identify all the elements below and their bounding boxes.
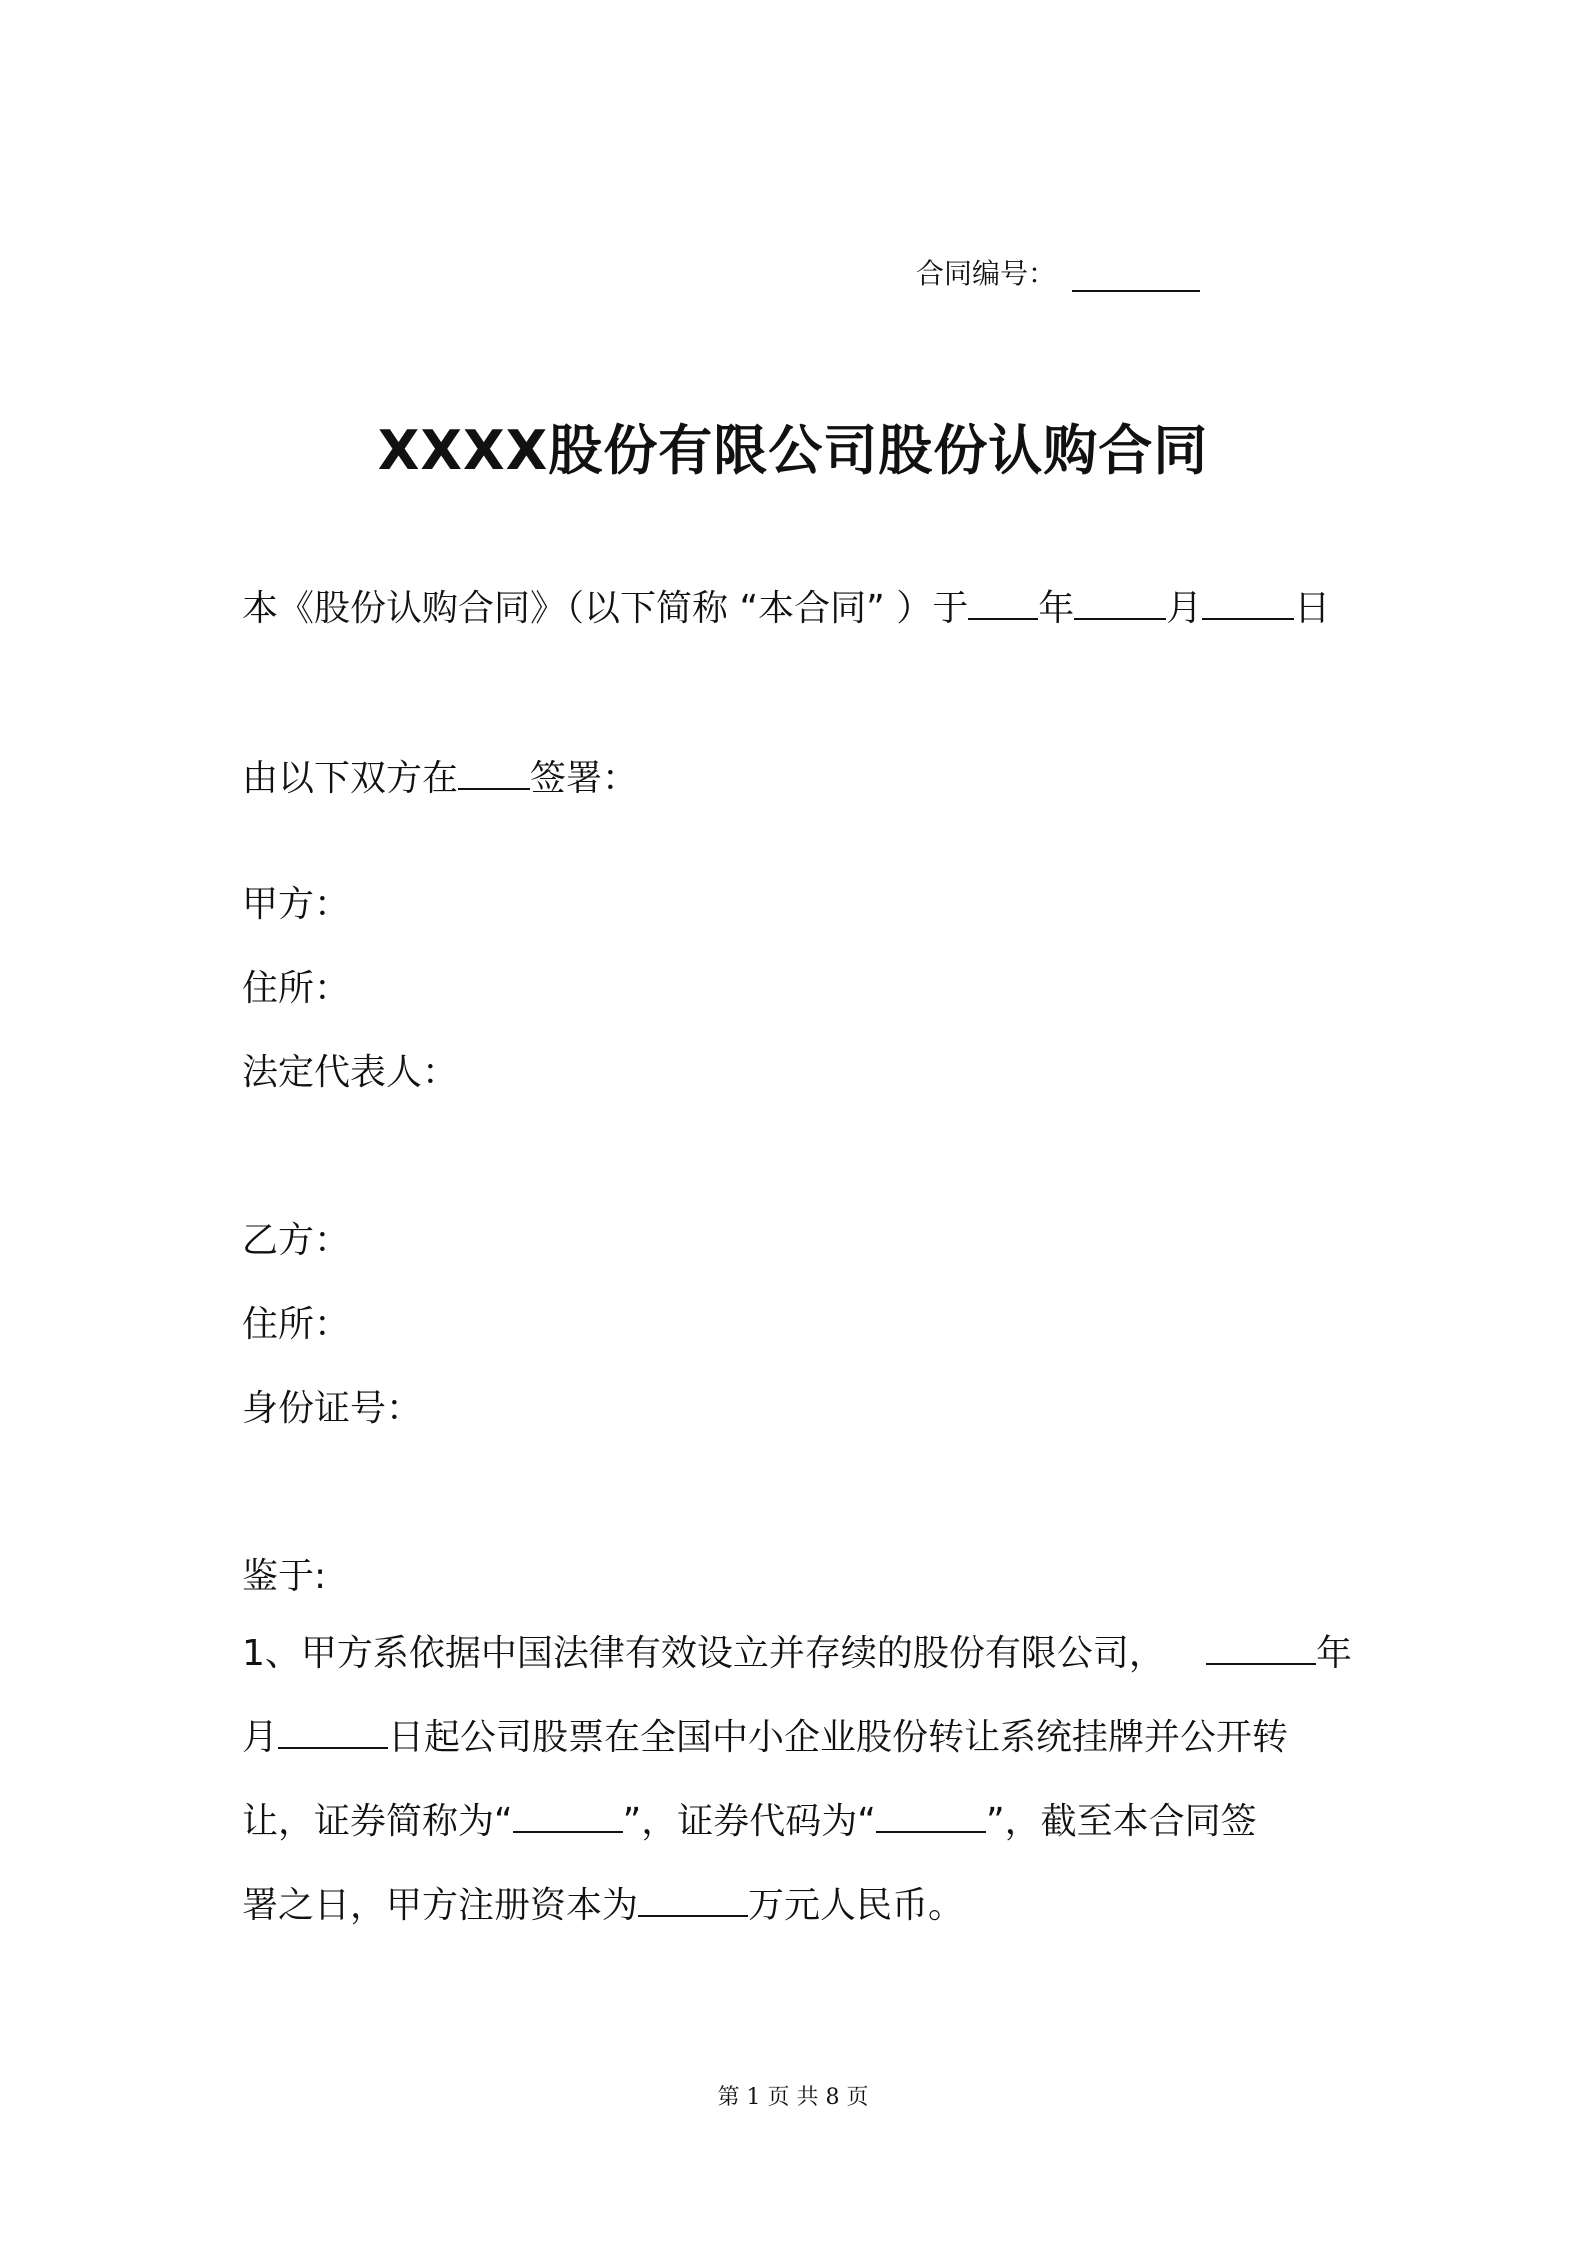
clause-1-line-1: [242, 1612, 1352, 1696]
listing-month-blank[interactable]: [278, 1713, 388, 1749]
listing-month-label: 月: [242, 1717, 279, 1758]
whereas-heading: 鉴于:: [242, 1556, 327, 1597]
party-a-representative-label: 法定代表人：: [242, 1052, 459, 1093]
clause-1-line-2: [242, 1696, 1352, 1780]
page-footer: 第 1 页 共 8 页: [717, 2085, 869, 2110]
clause-1-text: 万元人民币。: [748, 1885, 965, 1926]
registered-capital-blank[interactable]: [638, 1881, 748, 1917]
intro-line-2: [242, 750, 638, 801]
month-blank[interactable]: [1074, 584, 1166, 620]
security-abbr-blank[interactable]: [513, 1797, 623, 1833]
sign-location-text: 由以下双方在: [242, 758, 459, 799]
contract-number-label: 合同编号：: [916, 257, 1057, 290]
sign-location-blank[interactable]: [458, 754, 530, 790]
contract-number-blank[interactable]: [1072, 262, 1200, 292]
intro-text: 本《股份认购合同》（以下简称 “本合同” ）于: [242, 588, 969, 629]
listing-year-blank[interactable]: [1206, 1629, 1316, 1665]
year-label: 年: [1038, 588, 1075, 629]
clause-1-text: 1、甲方系依据中国法律有效设立并存续的股份有限公司，: [242, 1633, 1165, 1674]
clause-1-text: ”，截至本合同签: [985, 1801, 1257, 1842]
clause-1-text: 让，证券简称为“: [242, 1801, 513, 1842]
day-label: 日: [1294, 588, 1331, 629]
clause-1-line-3: [242, 1780, 1352, 1864]
clause-1-text: 署之日，甲方注册资本为: [242, 1885, 639, 1926]
contract-number-field: [916, 252, 1200, 292]
clause-1-text: ”，证券代码为“: [622, 1801, 876, 1842]
sign-text: 签署：: [530, 758, 639, 799]
year-blank[interactable]: [968, 584, 1038, 620]
security-code-blank[interactable]: [876, 1797, 986, 1833]
party-b-name-label: 乙方：: [242, 1220, 351, 1261]
party-b-address-label: 住所：: [242, 1304, 351, 1345]
document-title: XXXX股份有限公司股份认购合同: [377, 419, 1209, 482]
month-label: 月: [1166, 588, 1203, 629]
party-a-address-label: 住所：: [242, 968, 351, 1009]
day-blank[interactable]: [1202, 584, 1294, 620]
party-b-id-label: 身份证号：: [242, 1388, 423, 1429]
clause-1-line-4: [242, 1864, 1352, 1948]
party-a-name-label: 甲方：: [242, 884, 351, 925]
clause-1-text: 日起公司股票在全国中小企业股份转让系统挂牌并公开转: [388, 1717, 1289, 1758]
listing-year-label: 年: [1315, 1633, 1352, 1674]
whereas-clause-1: [242, 1612, 1352, 1948]
intro-line-1: [242, 580, 1330, 631]
